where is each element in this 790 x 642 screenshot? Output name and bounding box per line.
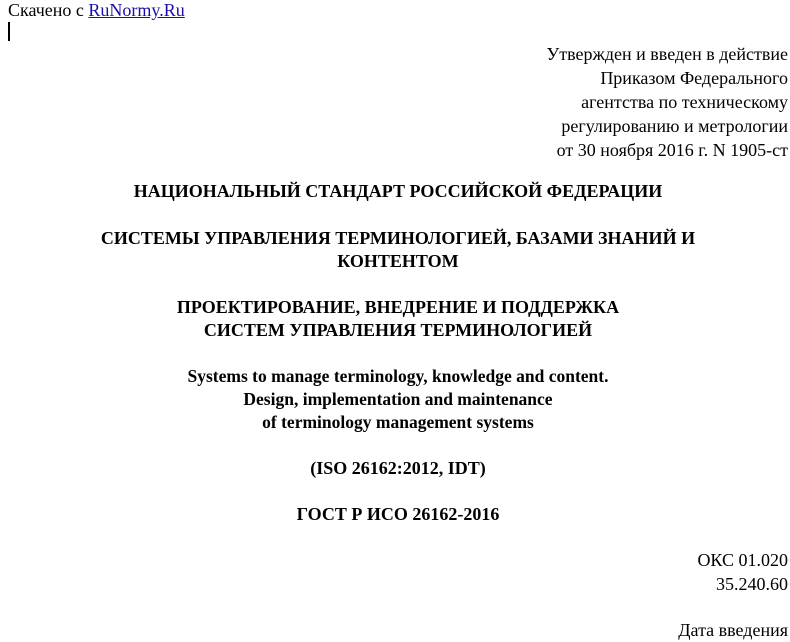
document-title-line: ПРОЕКТИРОВАНИЕ, ВНЕДРЕНИЕ И ПОДДЕРЖКА <box>176 297 620 317</box>
series-title-heading <box>0 227 790 273</box>
iso-reference-heading <box>0 457 790 480</box>
gost-number-heading <box>0 503 790 526</box>
english-title-line: Systems to manage terminology, knowledge and content. <box>187 366 609 386</box>
approval-block <box>546 42 788 162</box>
oks-code-secondary: 35.240.60 <box>716 574 788 594</box>
iso-reference: (ISO 26162:2012, IDT) <box>310 458 486 478</box>
runormy-link[interactable]: RuNormy.Ru <box>88 0 185 20</box>
series-title-line: КОНТЕНТОМ <box>337 251 459 271</box>
classification-codes <box>697 548 788 596</box>
english-title-line: Design, implementation and maintenance <box>243 389 553 409</box>
approval-line: Утвержден и введен в действие <box>546 44 788 64</box>
english-title-line: of terminology management systems <box>262 412 534 432</box>
text-cursor <box>8 22 10 41</box>
download-notice <box>8 0 185 21</box>
document-title-heading <box>0 296 790 342</box>
approval-line: от 30 ноября 2016 г. N 1905-ст <box>556 140 788 160</box>
series-title-line: СИСТЕМЫ УПРАВЛЕНИЯ ТЕРМИНОЛОГИЕЙ, БАЗАМИ ЗНАНИЙ И <box>100 228 696 248</box>
approval-line: регулированию и метрологии <box>561 116 788 136</box>
introduction-date-label: Дата введения <box>678 620 788 640</box>
gost-number: ГОСТ Р ИСО 26162-2016 <box>296 504 500 524</box>
standard-type: НАЦИОНАЛЬНЫЙ СТАНДАРТ РОССИЙСКОЙ ФЕДЕРАЦИИ <box>133 181 663 201</box>
approval-line: Приказом Федерального <box>600 68 788 88</box>
approval-line: агентства по техническому <box>581 92 788 112</box>
document-title-line: СИСТЕМ УПРАВЛЕНИЯ ТЕРМИНОЛОГИЕЙ <box>203 320 593 340</box>
standard-type-heading <box>0 180 790 203</box>
oks-code: ОКС 01.020 <box>697 550 788 570</box>
english-title-heading <box>0 365 790 434</box>
download-prefix: Скачено с <box>8 0 84 20</box>
